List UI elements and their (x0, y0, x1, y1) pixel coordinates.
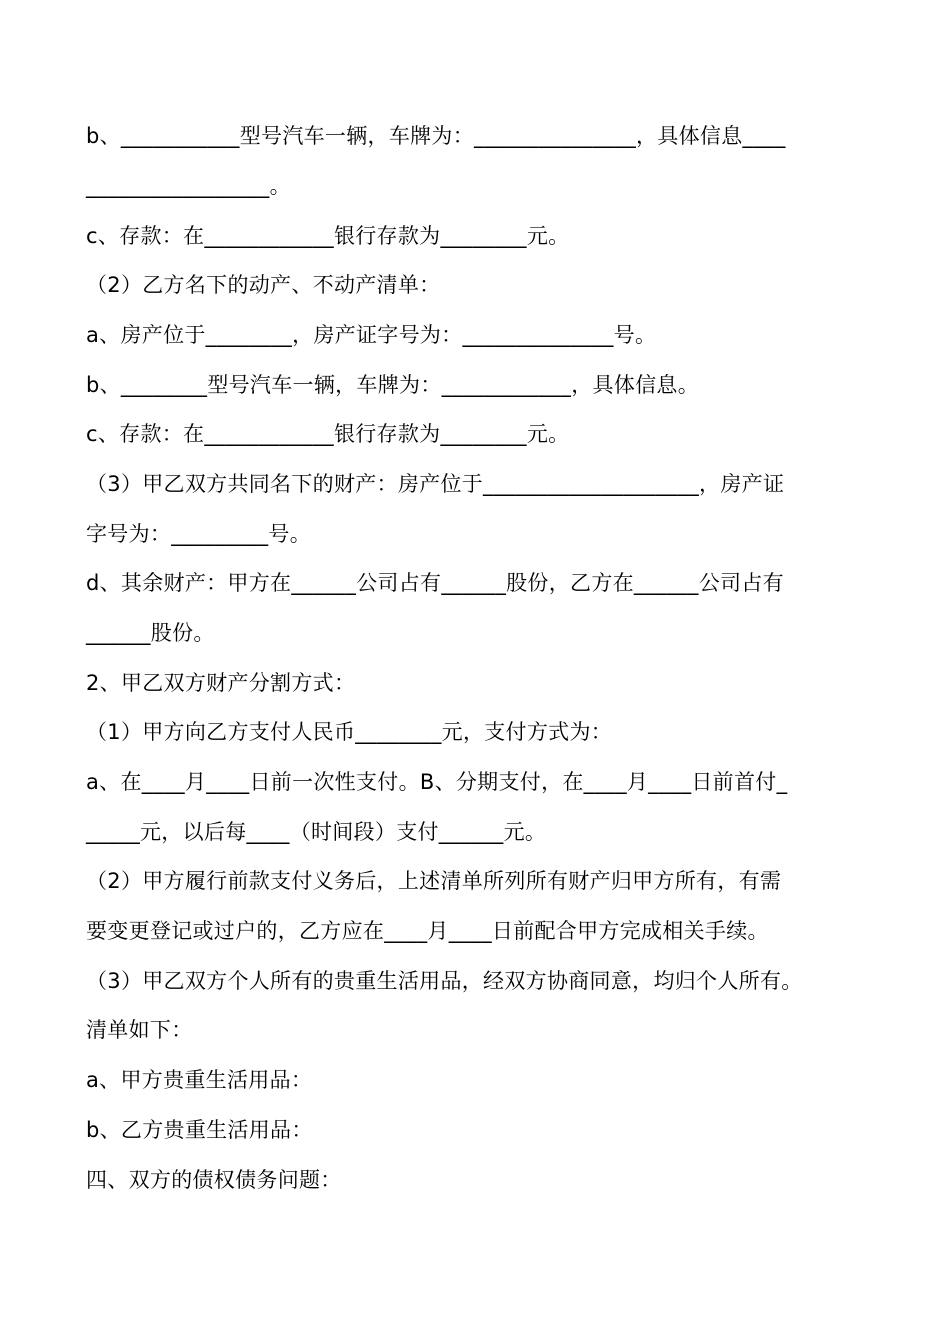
text-line: 清单如下： (86, 1018, 193, 1042)
section-heading: 四、双方的债权债务问题： (86, 1168, 342, 1192)
text-line: _____元，以后每____（时间段）支付______元。 (86, 820, 547, 844)
text-line: b、___________型号汽车一辆，车牌为：_______________，具体信息____ (86, 124, 786, 148)
text-line: （2）甲方履行前款支付义务后，上述清单所列所有财产归甲方所有，有需 (86, 869, 782, 893)
text-line: c、存款：在____________银行存款为________元。 (86, 422, 570, 446)
text-line: 要变更登记或过户的，乙方应在____月____日前配合甲方完成相关手续。 (86, 919, 769, 943)
text-line: ______股份。 (86, 621, 215, 645)
text-line: a、在____月____日前一次性支付。B、分期支付，在____月____日前首付_ (86, 770, 788, 794)
text-line: （3）甲乙双方个人所有的贵重生活用品，经双方协商同意，均归个人所有。 (86, 969, 803, 993)
text-line: c、存款：在____________银行存款为________元。 (86, 224, 570, 248)
text-line: （2）乙方名下的动产、不动产清单： (86, 273, 441, 297)
text-line: a、房产位于________，房产证字号为：______________号。 (86, 323, 657, 347)
text-line: b、乙方贵重生活用品： (86, 1118, 313, 1142)
text-line: 字号为：_________号。 (86, 522, 311, 546)
text-line: （3）甲乙双方共同名下的财产：房产位于____________________，房产证 (86, 472, 785, 496)
text-line: b、________型号汽车一辆，车牌为：____________，具体信息。 (86, 373, 700, 397)
text-line: a、甲方贵重生活用品： (86, 1068, 313, 1092)
text-line: d、其余财产：甲方在______公司占有______股份，乙方在______公司占有 (86, 571, 784, 595)
text-line: （1）甲方向乙方支付人民币________元，支付方式为： (86, 720, 613, 744)
text-line: 2、甲乙双方财产分割方式： (86, 671, 356, 695)
text-line: _________________。 (86, 174, 291, 198)
